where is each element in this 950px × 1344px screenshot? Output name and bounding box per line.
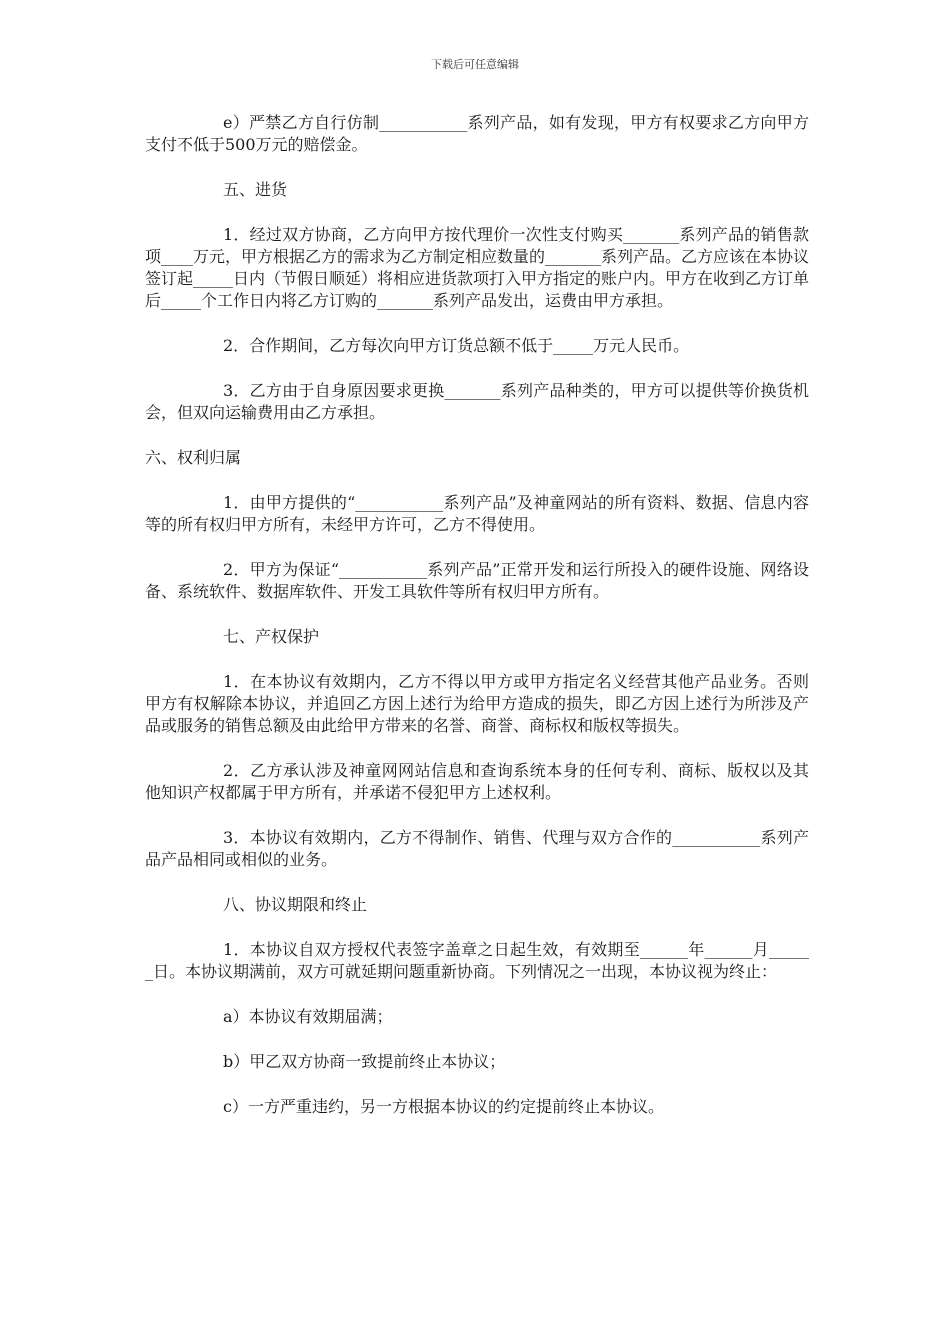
clause-ip-2: 2．乙方承认涉及神童网网站信息和查询系统本身的任何专利、商标、版权以及其他知识产权都属于甲方所有，并承诺不侵犯甲方上述权利。 [145, 761, 809, 802]
clause-term-1: 1．本协议自双方授权代表签字盖章之日起生效，有效期至______年______月______日。本协议期满前，双方可就延期问题重新协商。下列情况之一出现，本协议视为终止： [145, 940, 809, 981]
clause-term-a: a）本协议有效期届满； [223, 1007, 393, 1026]
section-heading-term: 八、协议期限和终止 [223, 895, 368, 914]
clause-term-c: c）一方严重违约，另一方根据本协议的约定提前终止本协议。 [223, 1097, 664, 1116]
section-heading-rights: 六、权利归属 [145, 448, 242, 467]
clause-purchase-3: 3．乙方由于自身原因要求更换_______系列产品种类的，甲方可以提供等价换货机会，但双向运输费用由乙方承担。 [145, 381, 809, 422]
clause-ip-3: 3．本协议有效期内，乙方不得制作、销售、代理与双方合作的___________系列产品产品相同或相似的业务。 [145, 828, 809, 869]
document-body [145, 112, 809, 1141]
clause-purchase-1: 1．经过双方协商，乙方向甲方按代理价一次性支付购买_______系列产品的销售款项____万元，甲方根据乙方的需求为乙方制定相应数量的_______系列产品。乙方应该在本协议签订起_____日内（节假日顺延）将相应进货款项打入甲方指定的账户内。甲方在收到乙方订单后_____个工作日内将乙方订购的_______系列产品发出，运费由甲方承担。 [145, 225, 810, 310]
clause-e-imitation-ban: e）严禁乙方自行仿制___________系列产品，如有发现，甲方有权要求乙方向甲方支付不低于500万元的赔偿金。 [145, 113, 809, 154]
clause-purchase-2: 2．合作期间，乙方每次向甲方订货总额不低于_____万元人民币。 [223, 336, 690, 355]
section-heading-ip-protection: 七、产权保护 [223, 627, 320, 646]
page-header: 下载后可任意编辑 [431, 58, 519, 71]
clause-term-b: b）甲乙双方协商一致提前终止本协议； [223, 1052, 506, 1071]
clause-rights-1: 1．由甲方提供的“___________系列产品”及神童网站的所有资料、数据、信息内容等的所有权归甲方所有，未经甲方许可，乙方不得使用。 [145, 493, 809, 534]
clause-rights-2: 2．甲方为保证“___________系列产品”正常开发和运行所投入的硬件设施、网络设备、系统软件、数据库软件、开发工具软件等所有权归甲方所有。 [145, 560, 809, 601]
section-heading-purchase: 五、进货 [223, 180, 288, 199]
clause-ip-1: 1．在本协议有效期内，乙方不得以甲方或甲方指定名义经营其他产品业务。否则甲方有权解除本协议，并追回乙方因上述行为给甲方造成的损失，即乙方因上述行为所涉及产品或服务的销售总额及由此给甲方带来的名誉、商誉、商标权和版权等损失。 [145, 672, 809, 735]
